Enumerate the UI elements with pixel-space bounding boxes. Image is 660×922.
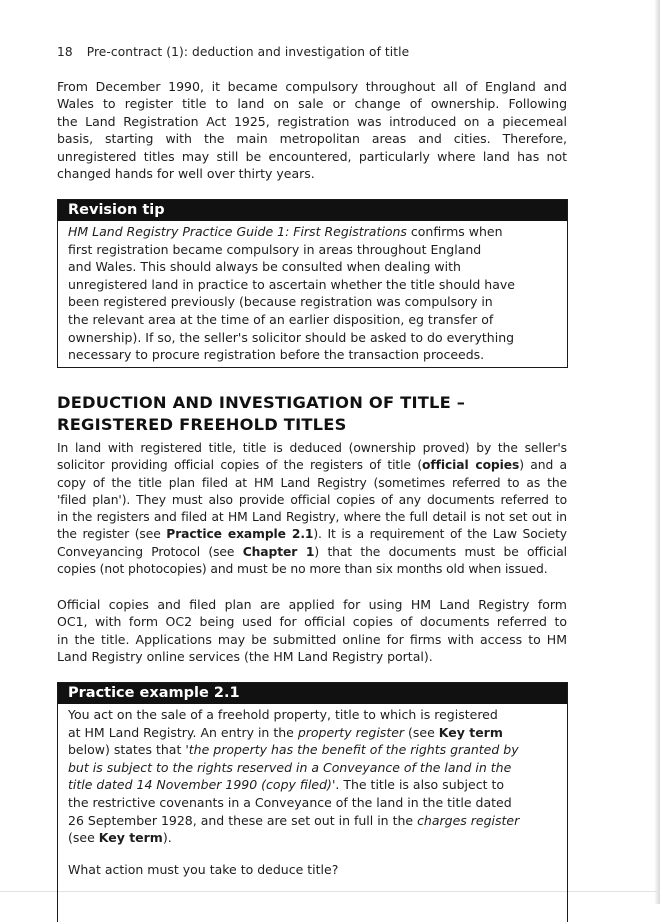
running-header	[57, 45, 409, 59]
text-line: From December 1990, it became compulsory throughout all of England and	[57, 79, 567, 94]
text-line: basis, starting with the main metropolitan areas and cities. Therefore,	[57, 131, 567, 147]
text-line: the relevant area at the time of an earlier disposition, eg transfer of	[68, 311, 494, 327]
text-line: the restrictive covenants in a Conveyance of the land in the title dated	[68, 794, 512, 810]
term-charges-register: charges register	[417, 812, 520, 828]
page-edge-shadow	[654, 0, 660, 904]
text-line: first registration became compulsory in areas throughout England	[68, 241, 482, 257]
ref-key-term: Key term	[438, 724, 503, 740]
section-heading	[57, 392, 465, 436]
text-line: copies (not photocopies) and must be no more than six months old when issued.	[57, 562, 548, 577]
guide-title-italic: HM Land Registry Practice Guide 1: First Registrations	[68, 224, 407, 239]
revision-tip-body	[58, 221, 567, 364]
text-line: been registered previously (because registration was compulsory in	[68, 294, 493, 310]
ref-chapter-1: Chapter 1	[242, 544, 315, 559]
heading-line: REGISTERED FREEHOLD TITLES	[57, 415, 347, 434]
text-line: You act on the sale of a freehold property, title to which is registered	[68, 707, 498, 722]
quote-italic: but is subject to the rights reserved in a Conveyance of the land in the	[68, 759, 512, 775]
text-line: in the registers and filed at HM Land Registry, where the full detail is not set out in	[57, 510, 567, 525]
text-line: the Land Registration Act 1925, registration was introduced on a piecemeal	[57, 113, 567, 129]
text-line: unregistered land in practice to ascertain whether the title should have	[68, 276, 515, 292]
intro-paragraph	[57, 78, 567, 182]
running-title: Pre-contract (1): deduction and investigation of title	[86, 45, 410, 59]
text-line: unregistered titles may still be encountered, particularly where land has not	[57, 148, 567, 164]
text-line: In land with registered title, title is deduced (ownership proved) by the seller's	[57, 441, 567, 455]
text-line: copy of the title plan filed at HM Land Registry (sometimes referred to as the	[57, 475, 567, 490]
text-line: OC1, with form OC2 being used for official copies of documents referred to	[57, 614, 567, 630]
text-line: necessary to procure registration before the transaction proceeds.	[68, 347, 485, 363]
official-copies-paragraph	[57, 596, 567, 666]
quote-italic: the property has the benefit of the rights granted by	[188, 742, 519, 758]
page-number: 18	[57, 45, 73, 59]
practice-example-box	[57, 682, 568, 922]
practice-question: What action must you take to deduce title?	[68, 861, 339, 877]
text-line: Conveyancing Protocol (see Chapter 1) that the documents must be official	[57, 544, 567, 559]
text-line: Wales to register title to land on sale or change of ownership. Following	[57, 96, 567, 112]
practice-example-title: Practice example 2.1	[58, 683, 567, 704]
text-line: Official copies and filed plan are applied for using HM Land Registry form	[57, 597, 567, 612]
text-line	[68, 759, 555, 777]
text-line: and Wales. This should always be consulted when dealing with	[68, 259, 461, 275]
text-line: title dated 14 November 1990 (copy filed)'. The title is also subject to	[68, 777, 505, 793]
text-line: solicitor providing official copies of the registers of title (official copies) and a	[57, 458, 567, 473]
text-line: Land Registry online services (the HM Land Registry portal).	[57, 649, 433, 665]
term-official-copies: official copies	[422, 458, 520, 473]
text-line: the register (see Practice example 2.1). It is a requirement of the Law Society	[57, 527, 567, 542]
term-property-register: property register	[297, 724, 405, 740]
ref-practice-example: Practice example 2.1	[166, 527, 314, 542]
text-line: changed hands for well over thirty years.	[57, 166, 315, 182]
text-line: 26 September 1928, and these are set out in full in the charges register	[68, 812, 520, 828]
text-line: (see Key term).	[68, 830, 172, 846]
text-line: ownership). If so, the seller's solicitor should be asked to do everything	[68, 329, 515, 345]
quote-italic: title dated 14 November 1990 (copy filed)	[68, 777, 332, 793]
text-line: in the title. Applications may be submitted online for firms with access to HM	[57, 631, 567, 647]
revision-tip-title: Revision tip	[58, 200, 567, 221]
text-line: 'filed plan'). They must also provide official copies of any documents referred to	[57, 492, 567, 507]
heading-line: DEDUCTION AND INVESTIGATION OF TITLE –	[57, 393, 466, 412]
text-line: at HM Land Registry. An entry in the property register (see Key term	[68, 724, 503, 740]
text-line: below) states that 'the property has the benefit of the rights granted by	[68, 742, 519, 758]
text-line: HM Land Registry Practice Guide 1: First Registrations confirms when	[68, 224, 503, 239]
revision-tip-box	[57, 199, 568, 368]
practice-example-body	[58, 704, 567, 878]
ref-key-term: Key term	[98, 830, 163, 846]
registered-title-paragraph	[57, 440, 567, 578]
